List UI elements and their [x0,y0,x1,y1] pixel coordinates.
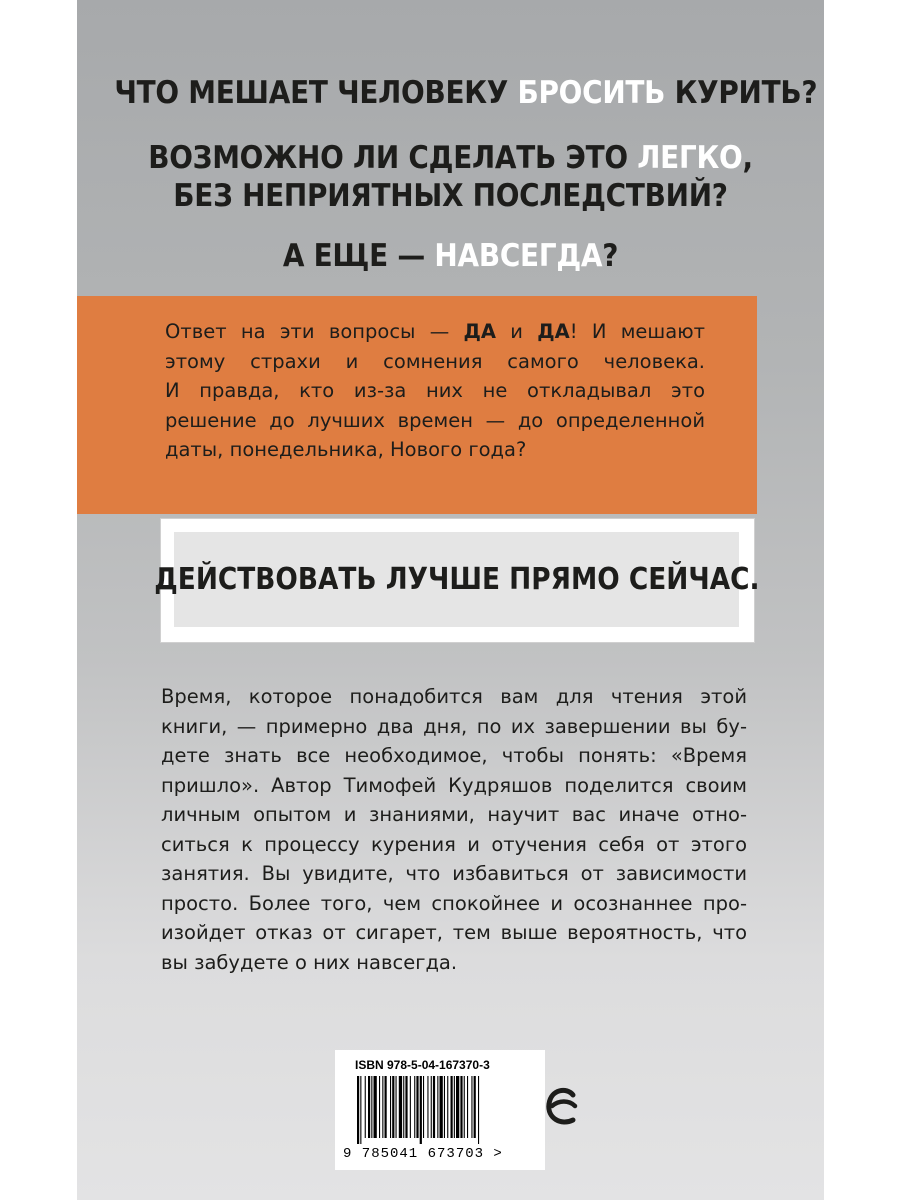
barcode-bar [433,1076,435,1138]
headline-text: ? [602,238,619,274]
barcode-bar [440,1076,443,1138]
barcode-bar [390,1076,391,1138]
barcode-bar [365,1076,366,1138]
barcode-digits: 9 785041 673703 > [343,1146,503,1162]
paragraph-line: дете знать все необходимое, чтобы понять: «Время [161,744,747,767]
callout-text: ДЕЙСТВОВАТЬ ЛУЧШЕ ПРЯМО СЕЙЧАС. [153,562,760,597]
barcode-bar [360,1076,361,1144]
bold-yes: ДА [463,320,496,343]
headline-text: ВОЗМОЖНО ЛИ СДЕЛАТЬ ЭТО [148,140,638,176]
headline-question-2 [114,139,786,215]
paragraph-line: изойдет отказ от сигарет, тем выше вероятность, что [161,921,747,944]
barcode-bar [414,1076,415,1138]
barcode-bar [374,1076,377,1138]
barcode-bar [385,1076,387,1138]
barcode-bar [399,1076,402,1138]
barcode-panel [335,1050,545,1170]
barcode-bar [392,1076,394,1138]
barcode-bar [471,1076,472,1138]
barcode-bar [427,1076,428,1138]
paragraph-line: решение до лучших времен — до определенной [165,408,705,432]
headline-text: КУРИТЬ? [665,75,818,111]
paragraph-line: личным опытом и знаниями, научит вас иначе отно- [161,803,747,826]
barcode-bar [447,1076,448,1138]
headline-text: ЧТО МЕШАЕТ ЧЕЛОВЕКУ [114,75,518,111]
barcode-bar [396,1076,397,1138]
headline-text: БЕЗ НЕПРИЯТНЫХ ПОСЛЕДСТВИЙ? [173,178,728,214]
barcode-bar [460,1076,462,1138]
barcode-bar [423,1076,424,1138]
book-back-cover [77,0,824,1200]
barcode-bar [379,1076,380,1138]
paragraph-line: даты, понедельника, Нового года? [165,438,527,461]
paragraph-line: ситься к процессу курения и отучения себя от этого [161,832,747,856]
barcode-bar [371,1076,372,1138]
barcode-bar [478,1076,479,1144]
barcode-bar [464,1076,465,1138]
text-run: и [496,320,538,343]
barcode-bar [420,1076,422,1144]
paragraph-line: занятия. Вы увидите, что избавиться от зависимости [161,862,747,885]
barcode-bar [357,1076,359,1144]
barcode-bar [416,1076,418,1138]
barcode-bar [403,1076,404,1138]
paragraph-line: И правда, кто из-за них не откладывал это [165,379,705,402]
barcode-bar [405,1076,407,1138]
headline-highlight: НАВСЕГДА [434,238,603,274]
paragraph-line: книги, — примерно два дня, по их завершении вы бу- [161,714,747,738]
paragraph-line: этому страхи и сомнения самого человека. [165,349,705,373]
barcode-bar [410,1076,411,1138]
answer-paragraph [165,317,705,465]
orange-answer-block [77,296,757,514]
callout-box [153,518,760,643]
headline-highlight: БРОСИТЬ [517,75,666,111]
barcode-bar [437,1076,438,1138]
eksmo-e-logo-icon [543,1082,583,1132]
headline-question-3 [114,237,786,275]
barcode-bar [382,1076,383,1138]
callout-inner [153,532,760,627]
barcode-bar [451,1076,453,1138]
barcode-bar [444,1076,445,1138]
description-paragraph [161,682,747,977]
headline-text: , [742,140,753,176]
barcode-bar [454,1076,455,1138]
paragraph-line: вы забудете о них навсегда. [161,950,458,974]
barcode-bar [474,1076,476,1138]
text-run: ! И мешают [569,320,705,343]
paragraph-line: просто. Более того, чем спокойнее и осознаннее про- [161,891,747,915]
isbn-label: ISBN 978-5-04-167370-3 [355,1058,490,1072]
barcode-bar [467,1076,468,1138]
bold-yes: ДА [537,320,570,343]
barcode-bar [368,1076,370,1138]
headline-question-1 [114,74,818,112]
paragraph-line: Время, которое понадобится вам для чтения этой [161,685,747,708]
text-run: Ответ на эти вопросы — [165,320,464,343]
headline-highlight: ЛЕГКО [637,140,743,176]
barcode-icon [357,1076,523,1144]
barcode-bar [431,1076,432,1138]
barcode-bar [456,1076,459,1138]
paragraph-line [165,317,705,347]
headline-text: А ЕЩЕ — [282,238,435,274]
paragraph-line: пришло». Автор Тимофей Кудряшов поделится своим [161,773,747,797]
